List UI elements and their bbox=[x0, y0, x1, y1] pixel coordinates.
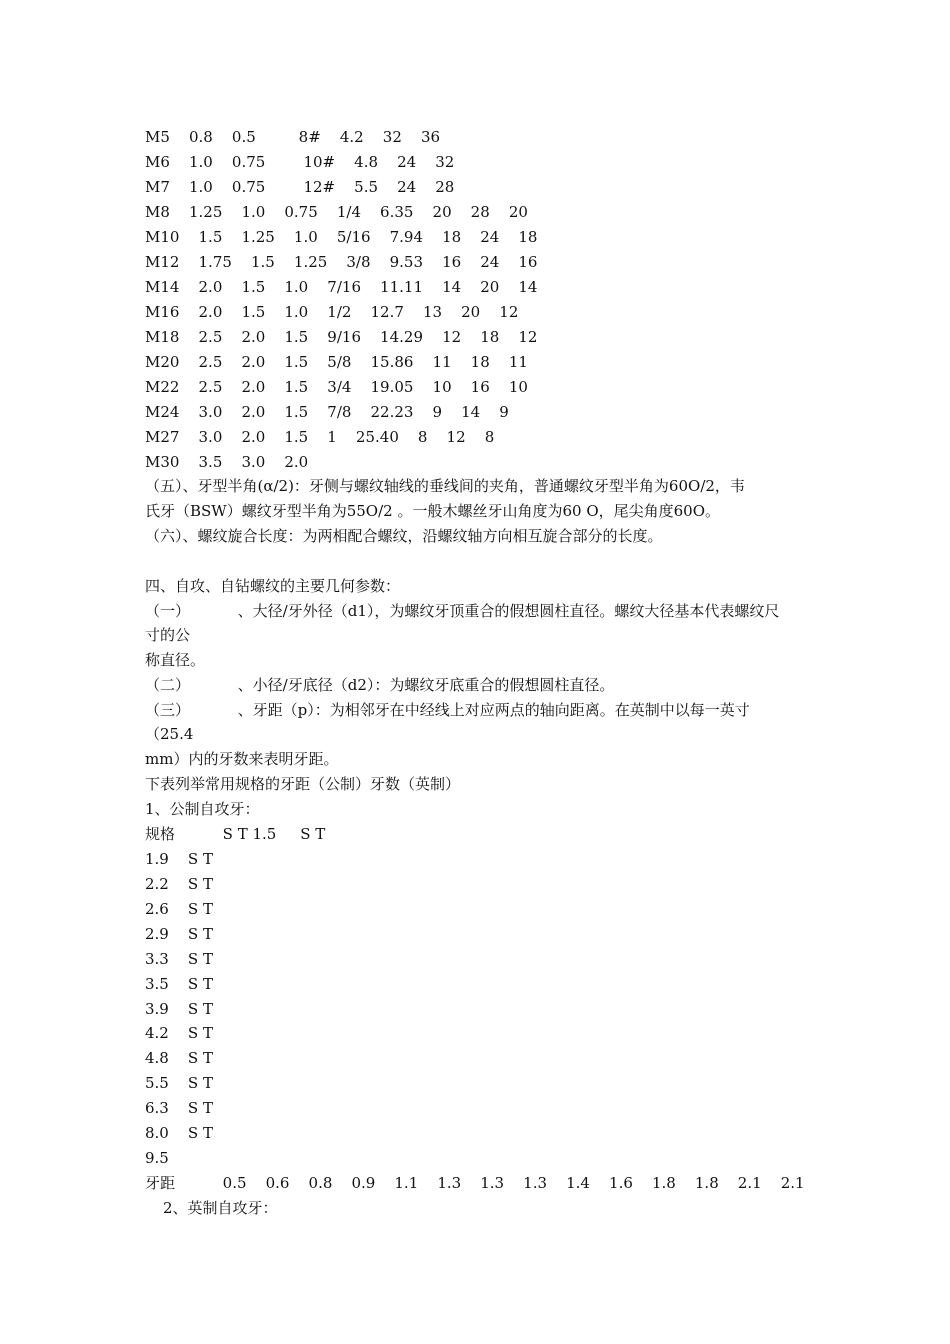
text-line: M20 2.5 2.0 1.5 5/8 15.86 11 18 11 bbox=[145, 353, 528, 371]
table-row: 8.0 S T bbox=[145, 1124, 213, 1142]
table-row: 5.5 S T bbox=[145, 1074, 213, 1092]
text-line: M30 3.5 3.0 2.0 bbox=[145, 453, 309, 471]
text-line: M6 1.0 0.75 10# 4.8 24 32 bbox=[145, 153, 455, 171]
table-row: 6.3 S T bbox=[145, 1099, 213, 1117]
text-line: M14 2.0 1.5 1.0 7/16 11.11 14 20 14 bbox=[145, 278, 538, 296]
text-line: 寸的公 bbox=[145, 626, 191, 644]
text-line: M18 2.5 2.0 1.5 9/16 14.29 12 18 12 bbox=[145, 328, 538, 346]
text-line: （25.4 bbox=[145, 725, 194, 743]
table-row: 2.2 S T bbox=[145, 875, 213, 893]
table-row: 4.2 S T bbox=[145, 1024, 213, 1042]
text-line: （三） 、牙距（p）：为相邻牙在中经线上对应两点的轴向距离。在英制中以每一英寸 bbox=[145, 701, 750, 719]
text-line: 称直径。 bbox=[145, 651, 206, 669]
text-line: M7 1.0 0.75 12# 5.5 24 28 bbox=[145, 178, 455, 196]
text-line: M12 1.75 1.5 1.25 3/8 9.53 16 24 16 bbox=[145, 253, 538, 271]
text-line: M8 1.25 1.0 0.75 1/4 6.35 20 28 20 bbox=[145, 203, 528, 221]
text-line: （五）、牙型半角(α/2)：牙侧与螺纹轴线的垂线间的夹角，普通螺纹牙型半角为60O/2，韦 bbox=[145, 477, 745, 495]
text-line: （二） 、小径/牙底径（d2）：为螺纹牙底重合的假想圆柱直径。 bbox=[145, 676, 615, 694]
subsection-heading: 2、英制自攻牙： bbox=[163, 1199, 278, 1217]
table-row: 9.5 bbox=[145, 1149, 169, 1167]
text-line: 氏牙（BSW）螺纹牙型半角为55O/2 。一般木螺丝牙山角度为60 O，尾尖角度60O。 bbox=[145, 502, 721, 520]
table-row: 1.9 S T bbox=[145, 850, 213, 868]
table-row: 2.6 S T bbox=[145, 900, 213, 918]
text-line: M5 0.8 0.5 8# 4.2 32 36 bbox=[145, 128, 441, 146]
table-row: 3.9 S T bbox=[145, 1000, 213, 1018]
table-row: 2.9 S T bbox=[145, 925, 213, 943]
text-line: M22 2.5 2.0 1.5 3/4 19.05 10 16 10 bbox=[145, 378, 528, 396]
text-line: M27 3.0 2.0 1.5 1 25.40 8 12 8 bbox=[145, 428, 495, 446]
text-line: 1、公制自攻牙： bbox=[145, 800, 260, 818]
text-line: 下表列举常用规格的牙距（公制）牙数（英制） bbox=[145, 775, 461, 793]
text-line: mm）内的牙数来表明牙距。 bbox=[145, 750, 339, 768]
table-row: 3.5 S T bbox=[145, 975, 213, 993]
table-row: 3.3 S T bbox=[145, 950, 213, 968]
text-line: M24 3.0 2.0 1.5 7/8 22.23 9 14 9 bbox=[145, 403, 509, 421]
table-header-row: 规格 S T 1.5 S T bbox=[145, 825, 326, 843]
text-line: （一） 、大径/牙外径（d1），为螺纹牙顶重合的假想圆柱直径。螺纹大径基本代表螺纹尺 bbox=[145, 602, 780, 620]
pitch-row: 牙距 0.5 0.6 0.8 0.9 1.1 1.3 1.3 1.3 1.4 1.6 1.8 1.8 2.1 2.1 bbox=[145, 1174, 805, 1192]
text-line: M16 2.0 1.5 1.0 1/2 12.7 13 20 12 bbox=[145, 303, 519, 321]
text-line: （六）、螺纹旋合长度：为两相配合螺纹，沿螺纹轴方向相互旋合部分的长度。 bbox=[145, 527, 663, 545]
section-heading: 四、自攻、自钻螺纹的主要几何参数： bbox=[145, 577, 401, 595]
text-line: M10 1.5 1.25 1.0 5/16 7.94 18 24 18 bbox=[145, 228, 538, 246]
table-row: 4.8 S T bbox=[145, 1049, 213, 1067]
